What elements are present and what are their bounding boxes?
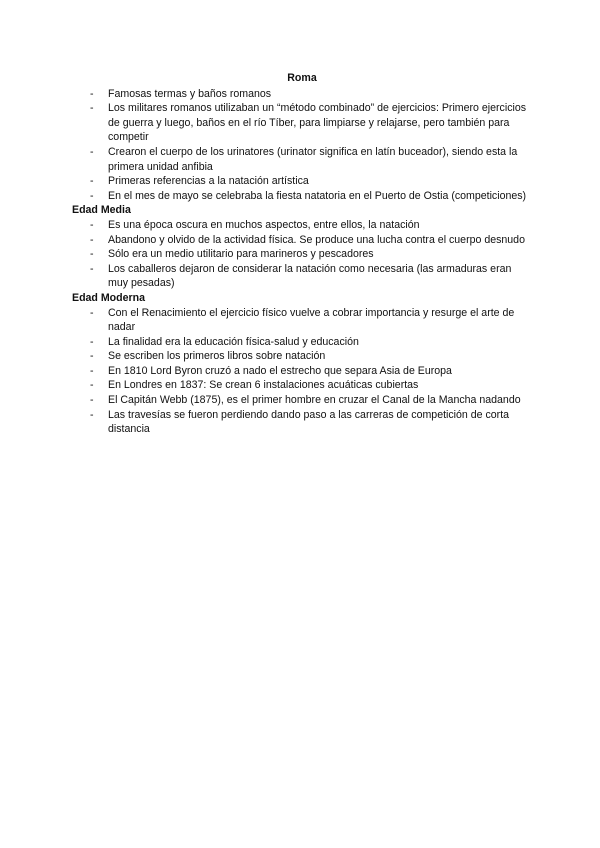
list-item-text: En Londres en 1837: Se crean 6 instalaciones acuáticas cubiertas: [108, 379, 419, 392]
list-item-text: Crearon el cuerpo de los urinatores (urinator significa en latín buceador), siendo esta la primera unidad anfibia: [108, 145, 518, 173]
list-item-text: Abandono y olvido de la actividad física. Se produce una lucha contra el cuerpo desnudo: [108, 233, 525, 246]
bullet-dash: -: [90, 218, 94, 231]
list-item: [72, 262, 532, 291]
list-item-text: Los caballeros dejaron de considerar la natación como necesaria (las armaduras eran muy pesadas): [108, 262, 512, 290]
section-heading-roma: Roma: [287, 72, 317, 84]
list-item-text: Se escriben los primeros libros sobre natación: [108, 350, 326, 363]
bullet-dash: -: [90, 145, 94, 158]
list-item-text: En el mes de mayo se celebraba la fiesta natatoria en el Puerto de Ostia (competiciones): [108, 189, 527, 202]
section-heading-edad-media: Edad Media: [72, 204, 131, 217]
list-item-text: En 1810 Lord Byron cruzó a nado el estrecho que separa Asia de Europa: [108, 364, 452, 377]
bullet-list-edad-media: [72, 218, 532, 291]
list-item-text: La finalidad era la educación física-salud y educación: [108, 335, 359, 348]
list-item: [72, 408, 532, 437]
list-item: [72, 189, 532, 204]
section-heading-edad-moderna: Edad Moderna: [72, 291, 145, 304]
document-content: [72, 71, 532, 437]
bullet-dash: -: [90, 350, 94, 363]
list-item-text: Los militares romanos utilizaban un “método combinado” de ejercicios: Primero ejercicios de guerra y luego, baños en el río Tíber, para limpiarse y relajarse, pero también para competir: [108, 102, 527, 144]
list-item: [72, 378, 532, 393]
list-item-text: Las travesías se fueron perdiendo dando paso a las carreras de competición de corta distancia: [108, 408, 510, 436]
list-item: [72, 233, 532, 248]
bullet-dash: -: [90, 233, 94, 246]
list-item: [72, 101, 532, 145]
bullet-dash: -: [90, 379, 94, 392]
list-item-text: El Capitán Webb (1875), es el primer hombre en cruzar el Canal de la Mancha nadando: [108, 394, 521, 407]
list-item-text: Sólo era un medio utilitario para marineros y pescadores: [108, 248, 374, 261]
list-item: [72, 349, 532, 364]
list-item: [72, 364, 532, 379]
bullet-dash: -: [90, 87, 94, 100]
bullet-dash: -: [90, 394, 94, 407]
list-item: [72, 218, 532, 233]
list-item-text: Primeras referencias a la natación artística: [108, 175, 309, 188]
list-item: [72, 335, 532, 350]
bullet-dash: -: [90, 262, 94, 275]
list-item: [72, 87, 532, 102]
list-item-text: Es una época oscura en muchos aspectos, entre ellos, la natación: [108, 218, 420, 231]
bullet-dash: -: [90, 306, 94, 319]
list-item: [72, 145, 532, 174]
list-item: [72, 306, 532, 335]
bullet-list-edad-moderna: [72, 306, 532, 437]
list-item-text: Con el Renacimiento el ejercicio físico vuelve a cobrar importancia y resurge el arte de nadar: [108, 306, 515, 334]
list-item: [72, 247, 532, 262]
list-item: [72, 174, 532, 189]
list-item: [72, 393, 532, 408]
bullet-dash: -: [90, 175, 94, 188]
bullet-list-roma: [72, 87, 532, 204]
bullet-dash: -: [90, 102, 94, 115]
list-item-text: Famosas termas y baños romanos: [108, 87, 272, 100]
bullet-dash: -: [90, 408, 94, 421]
bullet-dash: -: [90, 364, 94, 377]
bullet-dash: -: [90, 335, 94, 348]
bullet-dash: -: [90, 189, 94, 202]
bullet-dash: -: [90, 248, 94, 261]
